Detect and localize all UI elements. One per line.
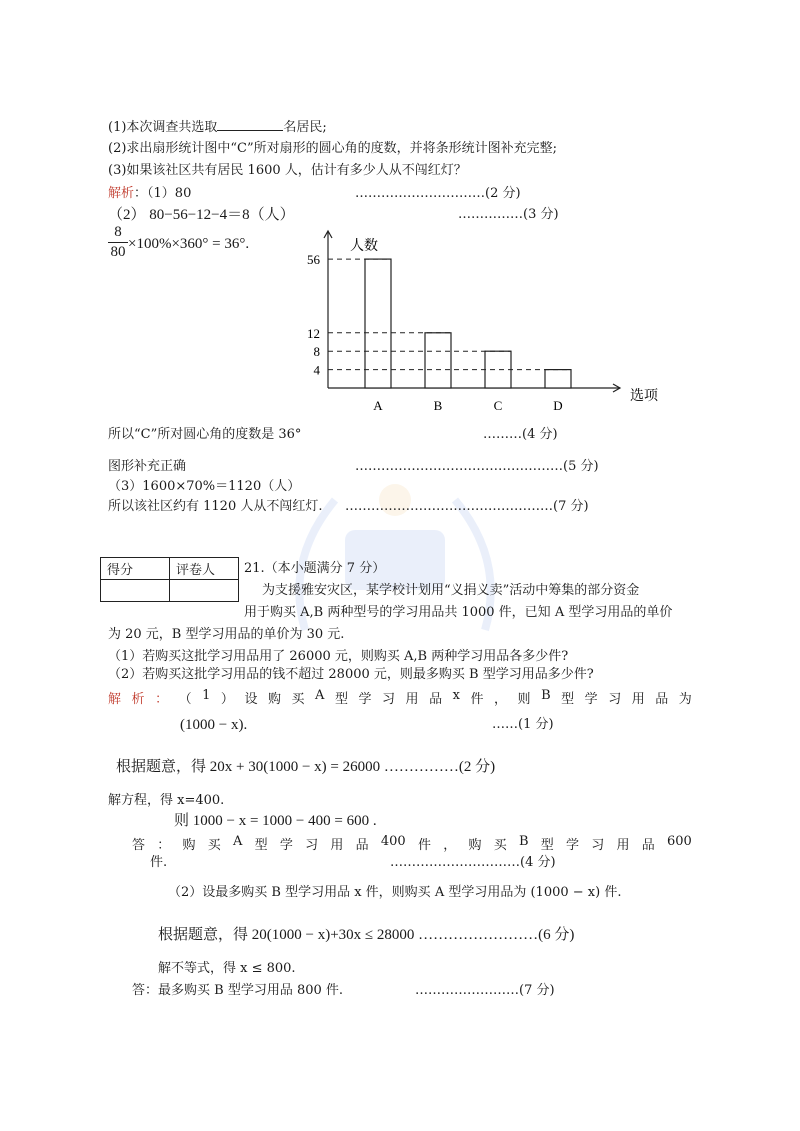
y-axis-label: 人数 (350, 238, 378, 254)
text-char: 学 (358, 692, 372, 707)
text-char: 用 (631, 692, 645, 707)
bar (365, 259, 391, 388)
fraction-numerator: 8 (114, 224, 122, 240)
text-char: ， (443, 838, 457, 853)
answer-3-score: ………(4 分) (483, 427, 558, 442)
answer-4-line: 图形补充正确 (108, 459, 187, 474)
text-char: 400 (380, 834, 406, 849)
analysis-char: 析 (131, 692, 145, 707)
text-char: 品 (355, 838, 369, 853)
answer-21-solution-2: 则 1000 − x = 1000 − 400 = 600 . (174, 813, 377, 829)
question-21-sub-1: （1）若购买这批学习用品用了 26000 元，则购买 A,B 两种学习用品各多少件? (108, 649, 569, 664)
text-char: 品 (655, 692, 669, 707)
question-3: (3)如果该社区共有居民 1600 人，估计有多少人从不闯红灯？ (108, 163, 467, 178)
score-cell (101, 580, 170, 602)
answer-4-score: …………………………………………(5 分) (355, 459, 599, 474)
answer-21-final: 答：最多购买 B 型学习用品 800 件. (132, 983, 344, 998)
answer-6-score: …………………………………………(7 分) (345, 499, 589, 514)
text-char: 品 (641, 838, 655, 853)
bar-chart (290, 228, 670, 418)
answer-3-line: 所以“C”所对圆心角的度数是 36° (108, 427, 302, 442)
text-char: 品 (429, 692, 443, 707)
question-21-para-3: 为 20 元，B 型学习用品的单价为 30 元. (108, 627, 345, 642)
answer-21-answer-score: …………………………(4 分) (390, 855, 556, 870)
text-char: ： (157, 838, 171, 853)
bar (485, 351, 511, 388)
answer-5-line: （3）1600×70%＝1120（人） (108, 479, 301, 494)
text-char: x (452, 688, 460, 703)
question-21-sub-2: （2）若购买这批学习用品的钱不超过 28000 元，则最多购买 B 型学习用品多少件? (108, 667, 594, 682)
answer-21-expr-1: (1000 − x). (180, 717, 248, 733)
answer-21-inequality: 根据题意，得 20(1000 − x)+30x ≤ 28000 ……………………(6 分) (158, 927, 575, 943)
question-21-para-1: 为支援雅安灾区，某学校计划用“义捐义卖”活动中筹集的部分资金 (262, 583, 640, 598)
question-21-header: 21.（本小题满分 7 分） (244, 561, 386, 576)
text-char: 1 (202, 688, 211, 703)
text-char: 型 (254, 838, 268, 853)
text-char: A (233, 834, 243, 849)
score-header: 得分 (101, 558, 170, 580)
text-char: 购 (267, 692, 281, 707)
y-tick-label: 4 (313, 362, 320, 378)
answer-21-solution-1: 解方程，得 x=400. (108, 793, 225, 808)
text-char: （ (178, 692, 192, 707)
x-tick-label: C (493, 398, 503, 413)
text-char: A (315, 688, 325, 703)
answer-21-part-2-setup: （2）设最多购买 B 型学习用品 x 件，则购买 A 型学习用品为 (1000 − x) 件. (168, 885, 622, 900)
question-1-text: (1)本次调查共选取 (108, 120, 218, 135)
text-char: 为 (678, 692, 692, 707)
fraction-expression: ×100%×360° = 36°. (128, 236, 250, 252)
answer-1-line (108, 185, 191, 203)
text-char: 型 (561, 692, 575, 707)
answer-2-score: ……………(3 分) (458, 207, 559, 222)
y-tick-label: 12 (307, 325, 320, 341)
analysis-char: ： (155, 692, 169, 707)
score-table (100, 557, 239, 602)
x-tick-label: D (553, 398, 563, 413)
text-char: 学 (584, 692, 598, 707)
analysis-colon: ： (134, 186, 148, 201)
x-tick-label: B (433, 398, 443, 413)
answer-blank (217, 118, 283, 131)
question-1 (108, 118, 327, 137)
text-char: ， (494, 692, 508, 707)
fraction-denominator: 80 (110, 244, 126, 260)
text-char: 习 (591, 838, 605, 853)
grader-cell (170, 580, 239, 602)
answer-21-answer-tail: 件. (150, 855, 168, 870)
question-2: (2)求出扇形统计图中“C”所对扇形的圆心角的度数，并将条形统计图补充完整; (108, 141, 558, 156)
answer-21-inequality-solution: 解不等式，得 x ≤ 800. (158, 961, 296, 976)
y-tick-label: 8 (313, 344, 320, 360)
text-char: 则 (517, 692, 531, 707)
text-char: 学 (565, 838, 579, 853)
x-axis-label: 选项 (630, 388, 658, 404)
y-tick-label: 56 (307, 252, 320, 268)
text-char: 购 (182, 838, 196, 853)
text-char: 设 (244, 692, 258, 707)
answer-21-equation: 根据题意，得 20x + 30(1000 − x) = 26000 ……………(2 分) (116, 759, 496, 775)
bar (545, 370, 571, 388)
answer-1-text: （1）80 (147, 186, 192, 201)
text-char: 件 (470, 692, 484, 707)
text-char: 购 (468, 838, 482, 853)
text-char: 买 (291, 692, 305, 707)
x-tick-label: A (373, 398, 383, 413)
answer-21-answer-1 (132, 834, 692, 853)
text-char: 买 (207, 838, 221, 853)
text-char: 习 (305, 838, 319, 853)
answer-21-expr-1-score: ……(1 分) (492, 717, 554, 732)
text-char: 件 (417, 838, 431, 853)
text-char: 买 (493, 838, 507, 853)
question-1-suffix: 名居民; (283, 120, 327, 135)
text-char: 习 (608, 692, 622, 707)
text-char: 用 (616, 838, 630, 853)
answer-21-line-1 (108, 688, 692, 707)
answer-21-final-score: ……………………(7 分) (415, 983, 555, 998)
answer-2-line: （2） 80−56−12−4＝8（人） (108, 207, 295, 223)
text-char: 用 (330, 838, 344, 853)
analysis-char: 解 (108, 692, 122, 707)
text-char: 600 (666, 834, 692, 849)
text-char: 用 (405, 692, 419, 707)
answer-6-line: 所以该社区约有 1120 人从不闯红灯. (108, 499, 323, 514)
text-char: 答 (132, 838, 146, 853)
fraction-bar (108, 242, 128, 243)
answer-1-score: …………………………(2 分) (355, 186, 521, 201)
text-char: 学 (279, 838, 293, 853)
text-char: B (541, 688, 551, 703)
question-21-para-2: 用于购买 A,B 两种型号的学习用品共 1000 件，已知 A 型学习用品的单价 (244, 605, 673, 620)
text-char: 型 (334, 692, 348, 707)
text-char: ） (220, 692, 234, 707)
text-char: 习 (382, 692, 396, 707)
grader-header: 评卷人 (170, 558, 239, 580)
fraction (108, 224, 128, 261)
analysis-label: 解析 (108, 186, 135, 201)
bar (425, 333, 451, 388)
text-char: 型 (540, 838, 554, 853)
text-char: B (518, 834, 529, 849)
